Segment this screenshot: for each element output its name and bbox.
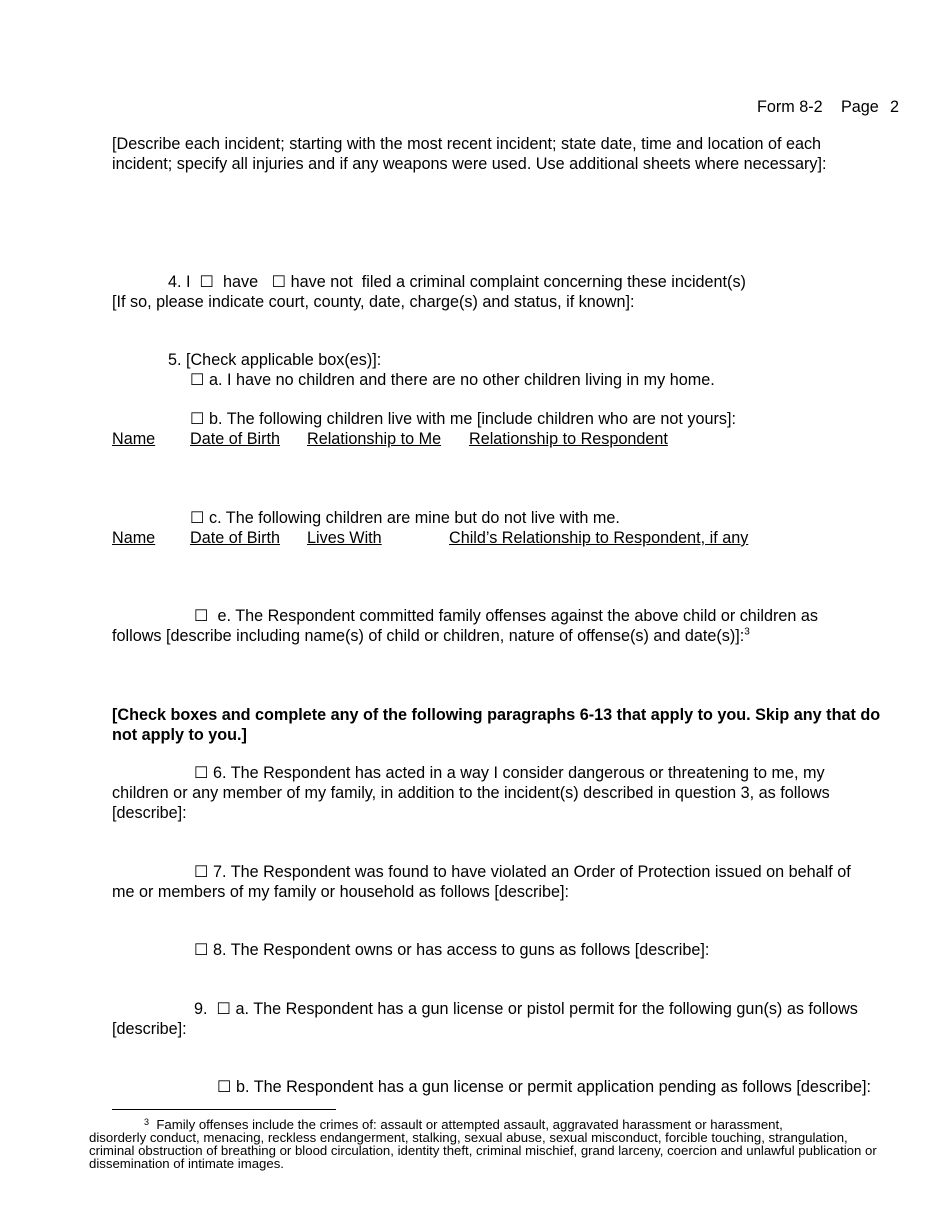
- q6-text: 6. The Respondent has acted in a way I consider dangerous or threatening to me, my: [213, 764, 825, 782]
- q5b-checkbox[interactable]: ☐: [190, 410, 205, 428]
- q5b: [190, 409, 736, 429]
- paragraph-instructions: [Check boxes and complete any of the following paragraphs 6-13 that apply to you. Skip any that do not apply to you.]: [112, 706, 881, 744]
- q9b-checkbox[interactable]: ☐: [217, 1078, 232, 1096]
- q9b: [217, 1077, 871, 1097]
- q5c-col-lives-with: Lives With: [307, 529, 382, 547]
- q9a-checkbox[interactable]: ☐: [216, 1000, 232, 1018]
- q9b-text: b. The Respondent has a gun license or permit application pending as follows [describe]:: [236, 1078, 872, 1096]
- q7-text: 7. The Respondent was found to have violated an Order of Protection issued on behalf of: [213, 863, 851, 881]
- q5a-checkbox[interactable]: ☐: [190, 371, 205, 389]
- q5b-text: b. The following children live with me [include children who are not yours]:: [209, 410, 736, 428]
- q5b-col-relationship-me: Relationship to Me: [307, 430, 442, 448]
- have-label: have: [223, 273, 259, 291]
- q5b-col-name: Name: [112, 430, 156, 448]
- q5e: [194, 606, 818, 626]
- q5c-text: c. The following children are mine but do not live with me.: [209, 509, 620, 527]
- q7-continued: me or members of my family or household as follows [describe]:: [112, 883, 570, 901]
- form-number: Form 8-2: [757, 98, 823, 116]
- footnote-ref: 3: [744, 626, 750, 638]
- page-number: 2: [890, 98, 900, 116]
- q5e-checkbox[interactable]: ☐: [194, 607, 209, 625]
- q4-instructions: [If so, please indicate court, county, date, charge(s) and status, if known]:: [112, 293, 635, 311]
- have-not-checkbox[interactable]: ☐: [271, 273, 287, 291]
- footnote-divider: [112, 1109, 336, 1110]
- q7: [194, 862, 851, 882]
- q4-text: filed a criminal complaint concerning these incident(s): [361, 273, 746, 291]
- q4-prefix: 4. I: [168, 273, 191, 291]
- q9-number: 9.: [194, 1000, 208, 1018]
- q9a-text: a. The Respondent has a gun license or pistol permit for the following gun(s) as follows: [235, 1000, 858, 1018]
- q8: [194, 940, 709, 960]
- q8-checkbox[interactable]: ☐: [194, 941, 209, 959]
- q7-checkbox[interactable]: ☐: [194, 863, 209, 881]
- q5c-col-relationship-respondent: Child’s Relationship to Respondent, if any: [449, 529, 749, 547]
- q5a-text: a. I have no children and there are no other children living in my home.: [209, 371, 715, 389]
- q9a-continued: [describe]:: [112, 1020, 187, 1038]
- q9a: [194, 999, 858, 1019]
- q5-heading: 5. [Check applicable box(es)]:: [168, 351, 382, 369]
- q5c-col-name: Name: [112, 529, 156, 547]
- footnote-number: 3: [144, 1117, 150, 1127]
- question-4: [168, 272, 746, 292]
- incident-instructions: [Describe each incident; starting with the most recent incident; state date, time and location of each incident; specify all injuries and if any weapons were used. Use additional sheets where necessary]:: [112, 135, 827, 173]
- have-checkbox[interactable]: ☐: [199, 273, 215, 291]
- have-not-label: have not: [290, 273, 353, 291]
- q6-checkbox[interactable]: ☐: [194, 764, 209, 782]
- q5e-text: e. The Respondent committed family offenses against the above child or children as: [217, 607, 818, 625]
- q5a: [190, 370, 715, 390]
- q5e-text-2: follows [describe including name(s) of child or children, nature of offense(s) and date(s)]:: [112, 627, 745, 645]
- q5b-col-dob: Date of Birth: [190, 430, 280, 448]
- q5c: [190, 508, 620, 528]
- q5c-col-dob: Date of Birth: [190, 529, 280, 547]
- footnote-first-line: Family offenses include the crimes of: assault or attempted assault, aggravated harassment or harassment,: [156, 1117, 783, 1132]
- footnote: [89, 1118, 879, 1170]
- footnote-text: disorderly conduct, menacing, reckless endangerment, stalking, sexual abuse, sexual misconduct, forcible touching, strangulation, criminal obstruction of breathing or blood circulation, identity theft, criminal mischief, grand larceny, coercion and unlawful publication or dissemination of intimate images.: [89, 1130, 877, 1171]
- q6: [194, 763, 825, 783]
- q5e-line2: [112, 626, 750, 646]
- q5c-checkbox[interactable]: ☐: [190, 509, 205, 527]
- page-label: Page: [841, 98, 879, 116]
- q8-text: 8. The Respondent owns or has access to guns as follows [describe]:: [213, 941, 710, 959]
- q5b-col-relationship-respondent: Relationship to Respondent: [469, 430, 668, 448]
- q6-continued: children or any member of my family, in addition to the incident(s) described in question 3, as follows [describe]:: [112, 784, 830, 822]
